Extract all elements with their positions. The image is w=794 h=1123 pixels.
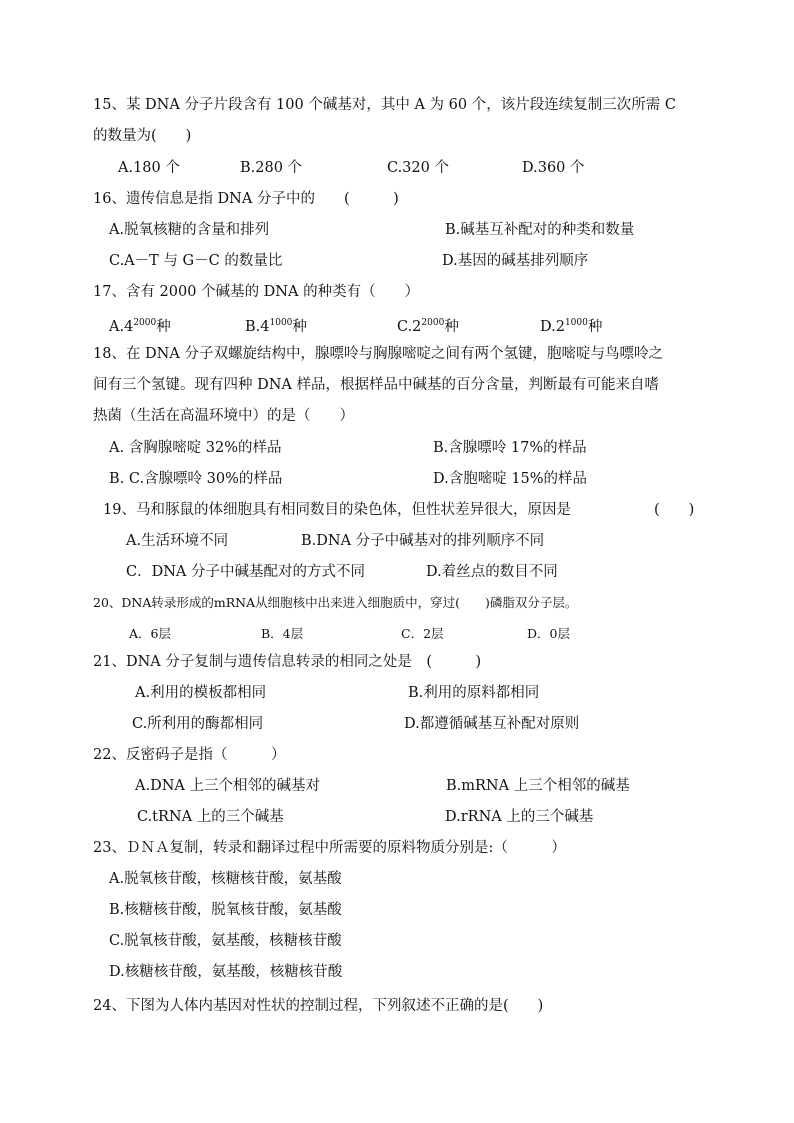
question-19-stem: 19、马和豚鼠的体细胞具有相同数目的染色体，但性状差异很大，原因是: [103, 502, 571, 518]
question-22-stem: 22、反密码子是指（ ）: [93, 747, 286, 763]
question-20-stem: 20、DNA转录形成的mRNA从细胞核中出来进入细胞质中，穿过( )磷脂双分子层。: [93, 595, 578, 610]
option-c-exponent: 2000: [421, 318, 445, 328]
option-b: B.DNA 分子中碱基对的排列顺序不同: [301, 533, 545, 549]
option-c: C.tRNA 上的三个碱基: [137, 809, 284, 825]
option-c: C.脱氧核苷酸，氨基酸，核糖核苷酸: [109, 933, 342, 949]
option-d: D.含胞嘧啶 15%的样品: [433, 471, 588, 487]
option-b: B.含腺嘌呤 17%的样品: [433, 440, 587, 456]
option-a: A.脱氧核糖的含量和排列: [109, 222, 270, 238]
option-b: B.核糖核苷酸，脱氧核苷酸，氨基酸: [109, 902, 342, 918]
option-a: A.脱氧核苷酸，核糖核苷酸，氨基酸: [109, 871, 342, 887]
option-d: D.360 个: [522, 160, 585, 176]
option-a: A.DNA 上三个相邻的碱基对: [135, 778, 320, 794]
option-d: D.基因的碱基排列顺序: [442, 253, 589, 269]
option-b: B.碱基互补配对的种类和数量: [445, 222, 635, 238]
option-d: D.核糖核苷酸，氨基酸，核糖核苷酸: [109, 964, 343, 980]
question-23-stem: 23、ＤＮＡ复制，转录和翻译过程中所需要的原料物质分别是:（ ）: [93, 840, 566, 856]
option-c: C.A－T 与 G－C 的数量比: [109, 253, 283, 269]
option-c: C.320 个: [387, 160, 449, 176]
question-16-stem: 16、遗传信息是指 DNA 分子中的 ( ): [93, 191, 399, 207]
option-d-exponent: 1000: [564, 318, 588, 328]
question-18-stem-line2: 间有三个氢键。现有四种 DNA 样品，根据样品中碱基的百分含量，判断最有可能来自嗜: [93, 377, 659, 393]
option-a: A.180 个: [118, 160, 180, 176]
option-a-exponent: 2000: [133, 318, 157, 328]
option-c: B. C.含腺嘌呤 30%的样品: [109, 471, 283, 487]
option-a-base: A.4: [109, 319, 134, 335]
option-a-unit: 种: [156, 319, 171, 335]
option-b: B.mRNA 上三个相邻的碱基: [446, 778, 630, 794]
question-17-stem: 17、含有 2000 个碱基的 DNA 的种类有（ ）: [93, 284, 420, 300]
option-b: B.利用的原料都相同: [408, 685, 540, 701]
option-a: A.利用的模板都相同: [135, 685, 267, 701]
option-b: B.280 个: [240, 160, 303, 176]
option-d: D．0层: [527, 626, 570, 641]
option-d: D.着丝点的数目不同: [426, 564, 558, 580]
option-a: A．6层: [129, 626, 171, 641]
option-c: C.所利用的酶都相同: [132, 716, 264, 732]
question-15-stem-line1: 15、某 DNA 分子片段含有 100 个碱基对，其中 A 为 60 个，该片段连续复制三次所需 C: [93, 97, 676, 113]
option-d-base: D.2: [540, 319, 565, 335]
option-b: [245, 308, 307, 342]
question-19-answer-paren: ( ): [654, 502, 695, 518]
option-d: [540, 308, 602, 342]
option-d-unit: 种: [587, 319, 603, 335]
option-b: B．4层: [261, 626, 304, 641]
question-21-stem: 21、DNA 分子复制与遗传信息转录的相同之处是 ( ): [93, 654, 482, 670]
option-a: [109, 308, 171, 342]
option-b-exponent: 1000: [269, 318, 293, 328]
option-a: A.生活环境不同: [126, 533, 229, 549]
option-d: D.都遵循碱基互补配对原则: [404, 716, 580, 732]
option-a: A. 含胸腺嘧啶 32%的样品: [109, 440, 282, 456]
option-c: C．DNA 分子中碱基配对的方式不同: [126, 564, 365, 580]
question-18-stem-line3: 热菌（生活在高温环境中）的是（ ）: [93, 408, 354, 424]
option-b-base: B.4: [245, 319, 270, 335]
option-c: C．2层: [401, 626, 444, 641]
question-24-stem: 24、下图为人体内基因对性状的控制过程，下列叙述不正确的是( ): [93, 998, 544, 1014]
option-c-base: C.2: [397, 319, 422, 335]
question-18-stem-line1: 18、在 DNA 分子双螺旋结构中，腺嘌呤与胸腺嘧啶之间有两个氢键，胞嘧啶与鸟嘌呤之: [93, 346, 663, 362]
question-15-stem-line2: 的数量为( ): [93, 128, 192, 144]
option-b-unit: 种: [292, 319, 307, 335]
option-c-unit: 种: [444, 319, 459, 335]
option-c: [397, 308, 459, 342]
option-d: D.rRNA 上的三个碱基: [445, 809, 594, 825]
